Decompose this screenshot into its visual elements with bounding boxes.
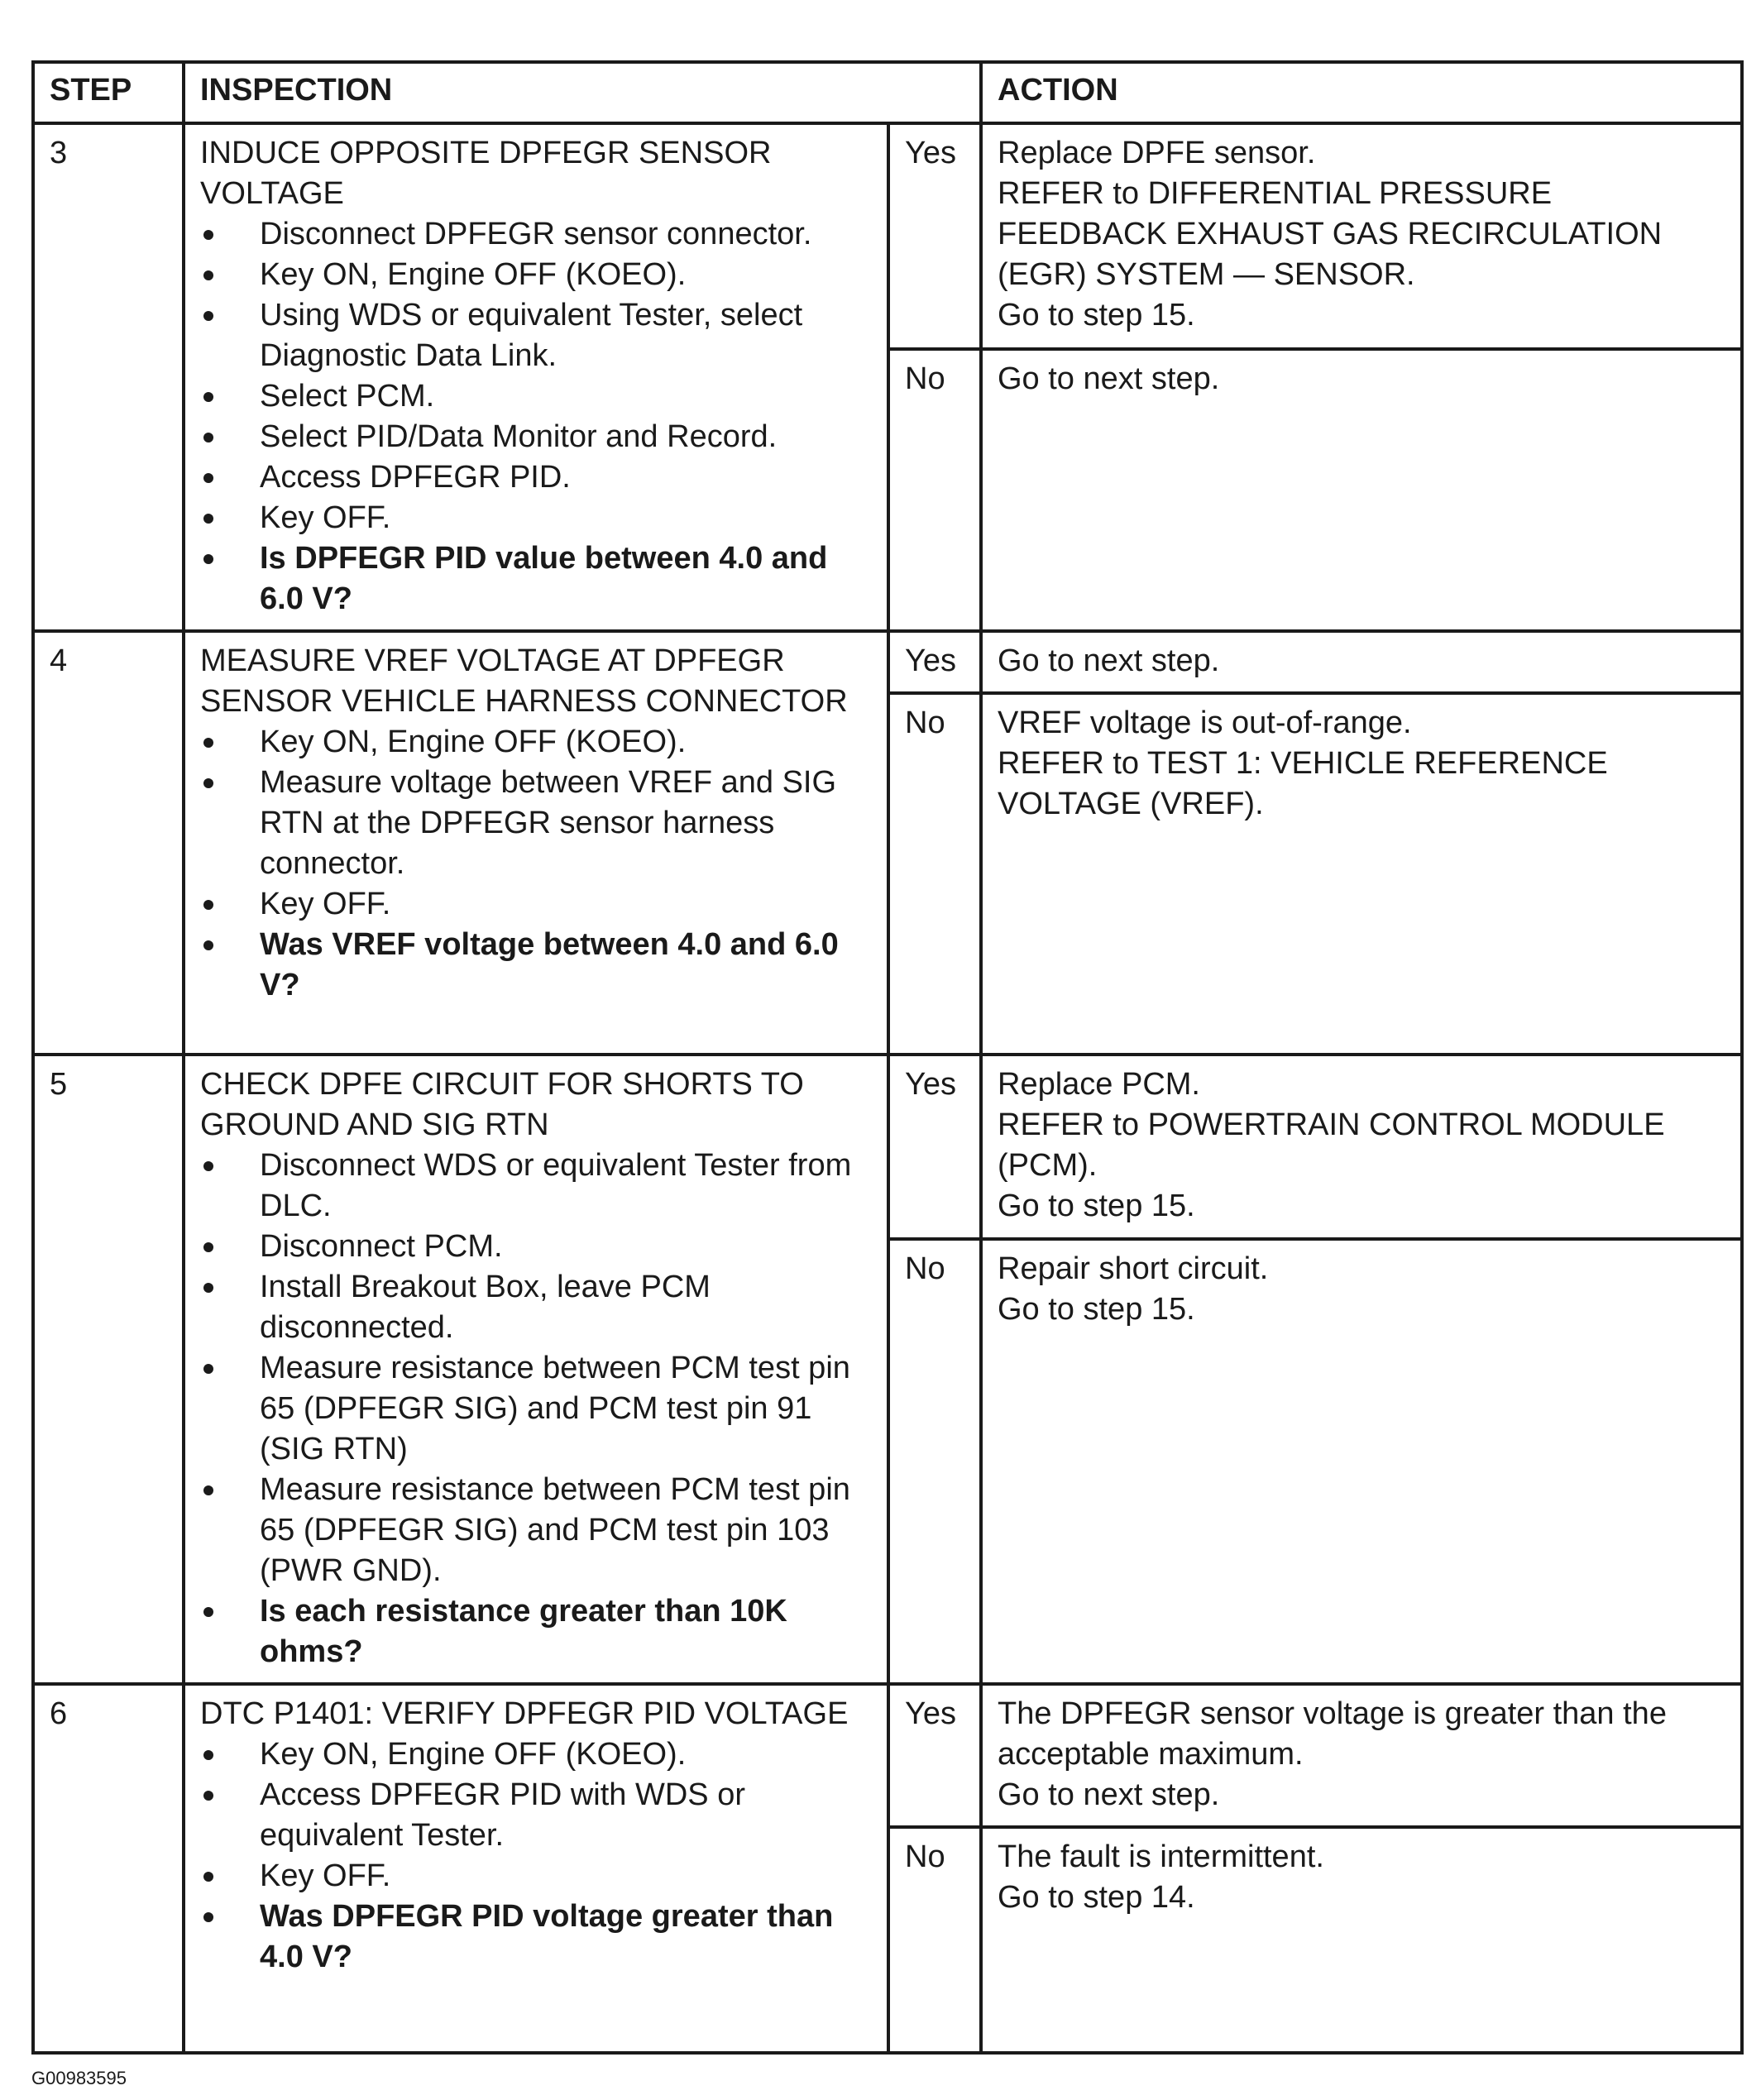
inspection-bullet-list — [200, 1734, 873, 1978]
inspection-bullet: Measure resistance between PCM test pin 65 (DPFEGR SIG) and PCM test pin 103 (PWR GND). — [200, 1470, 873, 1591]
inspection-bullet: Access DPFEGR PID with WDS or equivalent Tester. — [200, 1775, 873, 1856]
inspection-bullet: Key OFF. — [200, 884, 873, 925]
step-row — [33, 123, 1742, 349]
inspection-question: Was VREF voltage between 4.0 and 6.0 V? — [200, 925, 873, 1006]
step-row — [33, 1055, 1742, 1239]
action-line: The DPFEGR sensor voltage is greater than the acceptable maximum. — [998, 1696, 1667, 1772]
inspection-bullet: Disconnect PCM. — [200, 1227, 873, 1267]
inspection-question: Was DPFEGR PID voltage greater than 4.0 V? — [200, 1897, 873, 1978]
action-line: Go to next step. — [998, 643, 1220, 678]
action-line: Go to step 15. — [998, 298, 1195, 332]
no-action-cell — [981, 1827, 1742, 2053]
inspection-cell — [184, 1055, 888, 1684]
inspection-bullet-list — [200, 214, 873, 619]
action-line: Replace PCM. — [998, 1067, 1200, 1102]
inspection-bullet: Key ON, Engine OFF (KOEO). — [200, 1734, 873, 1775]
inspection-bullet: Select PID/Data Monitor and Record. — [200, 417, 873, 457]
inspection-bullet-list — [200, 1146, 873, 1672]
action-line: Replace DPFE sensor. — [998, 136, 1316, 170]
inspection-bullet: Key ON, Engine OFF (KOEO). — [200, 255, 873, 295]
action-column-header: ACTION — [981, 62, 1742, 123]
step-number: 6 — [33, 1684, 184, 2053]
inspection-bullet: Using WDS or equivalent Tester, select Diagnostic Data Link. — [200, 295, 873, 376]
inspection-bullet: Key OFF. — [200, 498, 873, 538]
inspection-cell — [184, 1684, 888, 2053]
table-header-row — [33, 62, 1742, 123]
inspection-bullet: Install Breakout Box, leave PCM disconnected. — [200, 1267, 873, 1348]
inspection-title: CHECK DPFE CIRCUIT FOR SHORTS TO GROUND AND SIG RTN — [200, 1067, 804, 1142]
action-line: Go to next step. — [998, 1777, 1220, 1812]
inspection-question: Is DPFEGR PID value between 4.0 and 6.0 V? — [200, 538, 873, 619]
inspection-column-header: INSPECTION — [184, 62, 981, 123]
inspection-bullet: Measure resistance between PCM test pin 65 (DPFEGR SIG) and PCM test pin 91 (SIG RTN) — [200, 1348, 873, 1470]
step-row — [33, 631, 1742, 693]
action-line: Go to step 15. — [998, 1291, 1195, 1327]
yes-action-cell — [981, 631, 1742, 693]
inspection-cell — [184, 631, 888, 1055]
inspection-bullet: Access DPFEGR PID. — [200, 457, 873, 498]
action-line: REFER to TEST 1: VEHICLE REFERENCE VOLTAGE (VREF). — [998, 746, 1608, 821]
step-row — [33, 1684, 1742, 1827]
inspection-title: INDUCE OPPOSITE DPFEGR SENSOR VOLTAGE — [200, 136, 772, 211]
action-line: REFER to POWERTRAIN CONTROL MODULE (PCM). — [998, 1107, 1665, 1183]
yes-action-cell — [981, 1055, 1742, 1239]
action-line: Go to next step. — [998, 361, 1220, 396]
yes-label: Yes — [888, 1684, 981, 1827]
yes-label: Yes — [888, 631, 981, 693]
inspection-bullet: Disconnect WDS or equivalent Tester from DLC. — [200, 1146, 873, 1227]
step-number: 4 — [33, 631, 184, 1055]
inspection-title: DTC P1401: VERIFY DPFEGR PID VOLTAGE — [200, 1696, 849, 1731]
diagnostic-sheet — [31, 60, 1740, 2055]
yes-action-cell — [981, 1684, 1742, 1827]
inspection-question: Is each resistance greater than 10K ohms? — [200, 1591, 873, 1672]
inspection-title: MEASURE VREF VOLTAGE AT DPFEGR SENSOR VEHICLE HARNESS CONNECTOR — [200, 643, 848, 719]
inspection-bullet-list — [200, 722, 873, 1006]
no-action-cell — [981, 1239, 1742, 1684]
no-label: No — [888, 349, 981, 631]
inspection-bullet: Key OFF. — [200, 1856, 873, 1897]
action-line: Go to step 14. — [998, 1880, 1195, 1915]
action-line: Go to step 15. — [998, 1189, 1195, 1223]
no-label: No — [888, 1827, 981, 2053]
no-label: No — [888, 693, 981, 1055]
no-action-cell — [981, 693, 1742, 1055]
inspection-bullet: Disconnect DPFEGR sensor connector. — [200, 214, 873, 255]
step-number: 3 — [33, 123, 184, 631]
no-label: No — [888, 1239, 981, 1684]
action-line: REFER to DIFFERENTIAL PRESSURE FEEDBACK EXHAUST GAS RECIRCULATION (EGR) SYSTEM — SENSOR. — [998, 176, 1663, 292]
yes-label: Yes — [888, 1055, 981, 1239]
inspection-bullet: Measure voltage between VREF and SIG RTN at the DPFEGR sensor harness connector. — [200, 763, 873, 884]
action-line: The fault is intermittent. — [998, 1839, 1324, 1874]
figure-id: G00983595 — [31, 2068, 127, 2088]
action-line: Repair short circuit. — [998, 1251, 1269, 1286]
table-body — [33, 123, 1742, 2053]
action-line: VREF voltage is out-of-range. — [998, 706, 1412, 740]
yes-action-cell — [981, 123, 1742, 349]
step-number: 5 — [33, 1055, 184, 1684]
pinpoint-test-table — [31, 60, 1744, 2055]
inspection-cell — [184, 123, 888, 631]
inspection-bullet: Key ON, Engine OFF (KOEO). — [200, 722, 873, 763]
no-action-cell — [981, 349, 1742, 631]
inspection-bullet: Select PCM. — [200, 376, 873, 417]
yes-label: Yes — [888, 123, 981, 349]
step-column-header: STEP — [33, 62, 184, 123]
